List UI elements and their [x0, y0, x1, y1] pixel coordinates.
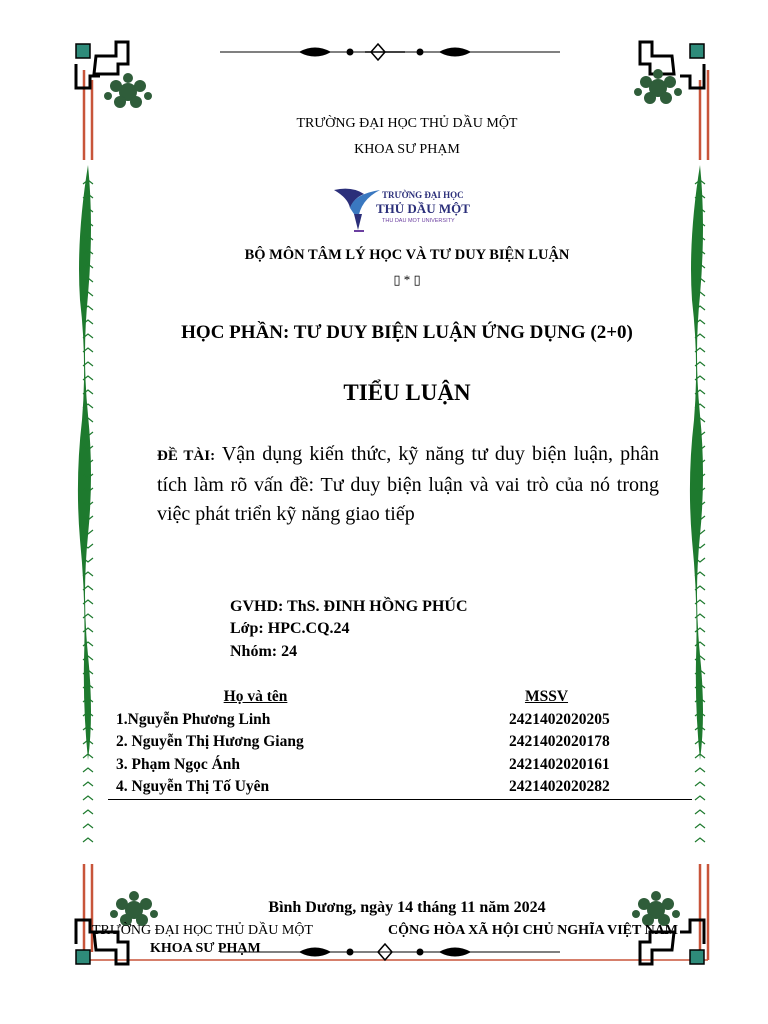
advisor: GVHD: ThS. ĐINH HỒNG PHÚC: [230, 598, 468, 615]
footer-republic: CỘNG HÒA XÃ HỘI CHỦ NGHĨA VIỆT NAM: [388, 923, 679, 938]
table-row: [110, 731, 692, 754]
faculty-name: KHOA SƯ PHẠM: [354, 142, 460, 157]
scroll-divider-icon: [220, 44, 560, 60]
topic-label: ĐỀ TÀI:: [157, 448, 216, 464]
vine-mark: [695, 796, 705, 800]
date-line: Bình Dương, ngày 14 tháng 11 năm 2024: [268, 899, 546, 916]
group-number: Nhóm: 24: [230, 643, 298, 660]
table-header-row: [110, 686, 692, 709]
footer-university: TRƯỜNG ĐẠI HỌC THỦ DẦU MỘT: [92, 923, 313, 938]
member-name: 4. Nguyễn Thị Tố Uyên: [116, 778, 270, 796]
member-name: 3. Phạm Ngọc Ánh: [116, 755, 241, 773]
vine-mark: [83, 782, 93, 786]
member-id: 2421402020178: [509, 733, 610, 751]
university-logo-icon: [332, 184, 482, 240]
member-name: 1.Nguyễn Phương Linh: [116, 710, 271, 728]
member-id: 2421402020282: [509, 778, 610, 796]
vine-mark: [695, 824, 705, 828]
vine-mark: [83, 810, 93, 814]
vine-mark: [695, 782, 705, 786]
logo-line3: THU DAU MOT UNIVERSITY: [382, 218, 455, 224]
department-name: BỘ MÔN TÂM LÝ HỌC VÀ TƯ DUY BIỆN LUẬN: [244, 247, 570, 263]
table-row: [110, 709, 692, 732]
class-code: Lớp: HPC.CQ.24: [230, 620, 350, 637]
essay-title: TIỂU LUẬN: [343, 380, 471, 405]
scroll-divider-icon: [220, 944, 560, 960]
vine-mark: [83, 768, 93, 772]
members-table: [110, 686, 692, 799]
vine-mark: [83, 796, 93, 800]
topic-text: Vận dụng kiến thức, kỹ năng tư duy biện luận, phân tích làm rõ vấn đề: Tư duy biện luận và vai trò của nó trong việc phát triển kỹ năng giao tiếp: [157, 443, 659, 525]
member-id: 2421402020205: [509, 710, 610, 728]
table-bottom-rule: [108, 799, 692, 800]
ornament-star: *: [403, 272, 414, 287]
ornament-glyph-left-icon: ▯: [393, 272, 404, 287]
course-title: HỌC PHẦN: TƯ DUY BIỆN LUẬN ỨNG DỤNG (2+0): [181, 322, 633, 343]
table-row: [110, 754, 692, 777]
vine-mark: [695, 768, 705, 772]
footer-faculty: KHOA SƯ PHẠM: [150, 941, 261, 956]
vine-mark: [83, 838, 93, 842]
member-name: 2. Nguyễn Thị Hương Giang: [116, 733, 304, 751]
header-mssv: MSSV: [524, 688, 569, 706]
logo-line1: TRƯỜNG ĐẠI HỌC: [382, 190, 464, 200]
table-row: [110, 776, 692, 799]
university-name: TRƯỜNG ĐẠI HỌC THỦ DẦU MỘT: [296, 116, 518, 131]
ornament-text: [0, 272, 768, 288]
logo-line2: THỦ DẦU MỘT: [376, 201, 470, 216]
vine-mark: [83, 824, 93, 828]
member-id: 2421402020161: [509, 755, 610, 773]
topic-block: [157, 440, 659, 529]
ornament-glyph-right-icon: ▯: [413, 272, 421, 287]
header-name: Họ và tên: [223, 688, 288, 706]
vine-mark: [695, 838, 705, 842]
vine-mark: [695, 810, 705, 814]
